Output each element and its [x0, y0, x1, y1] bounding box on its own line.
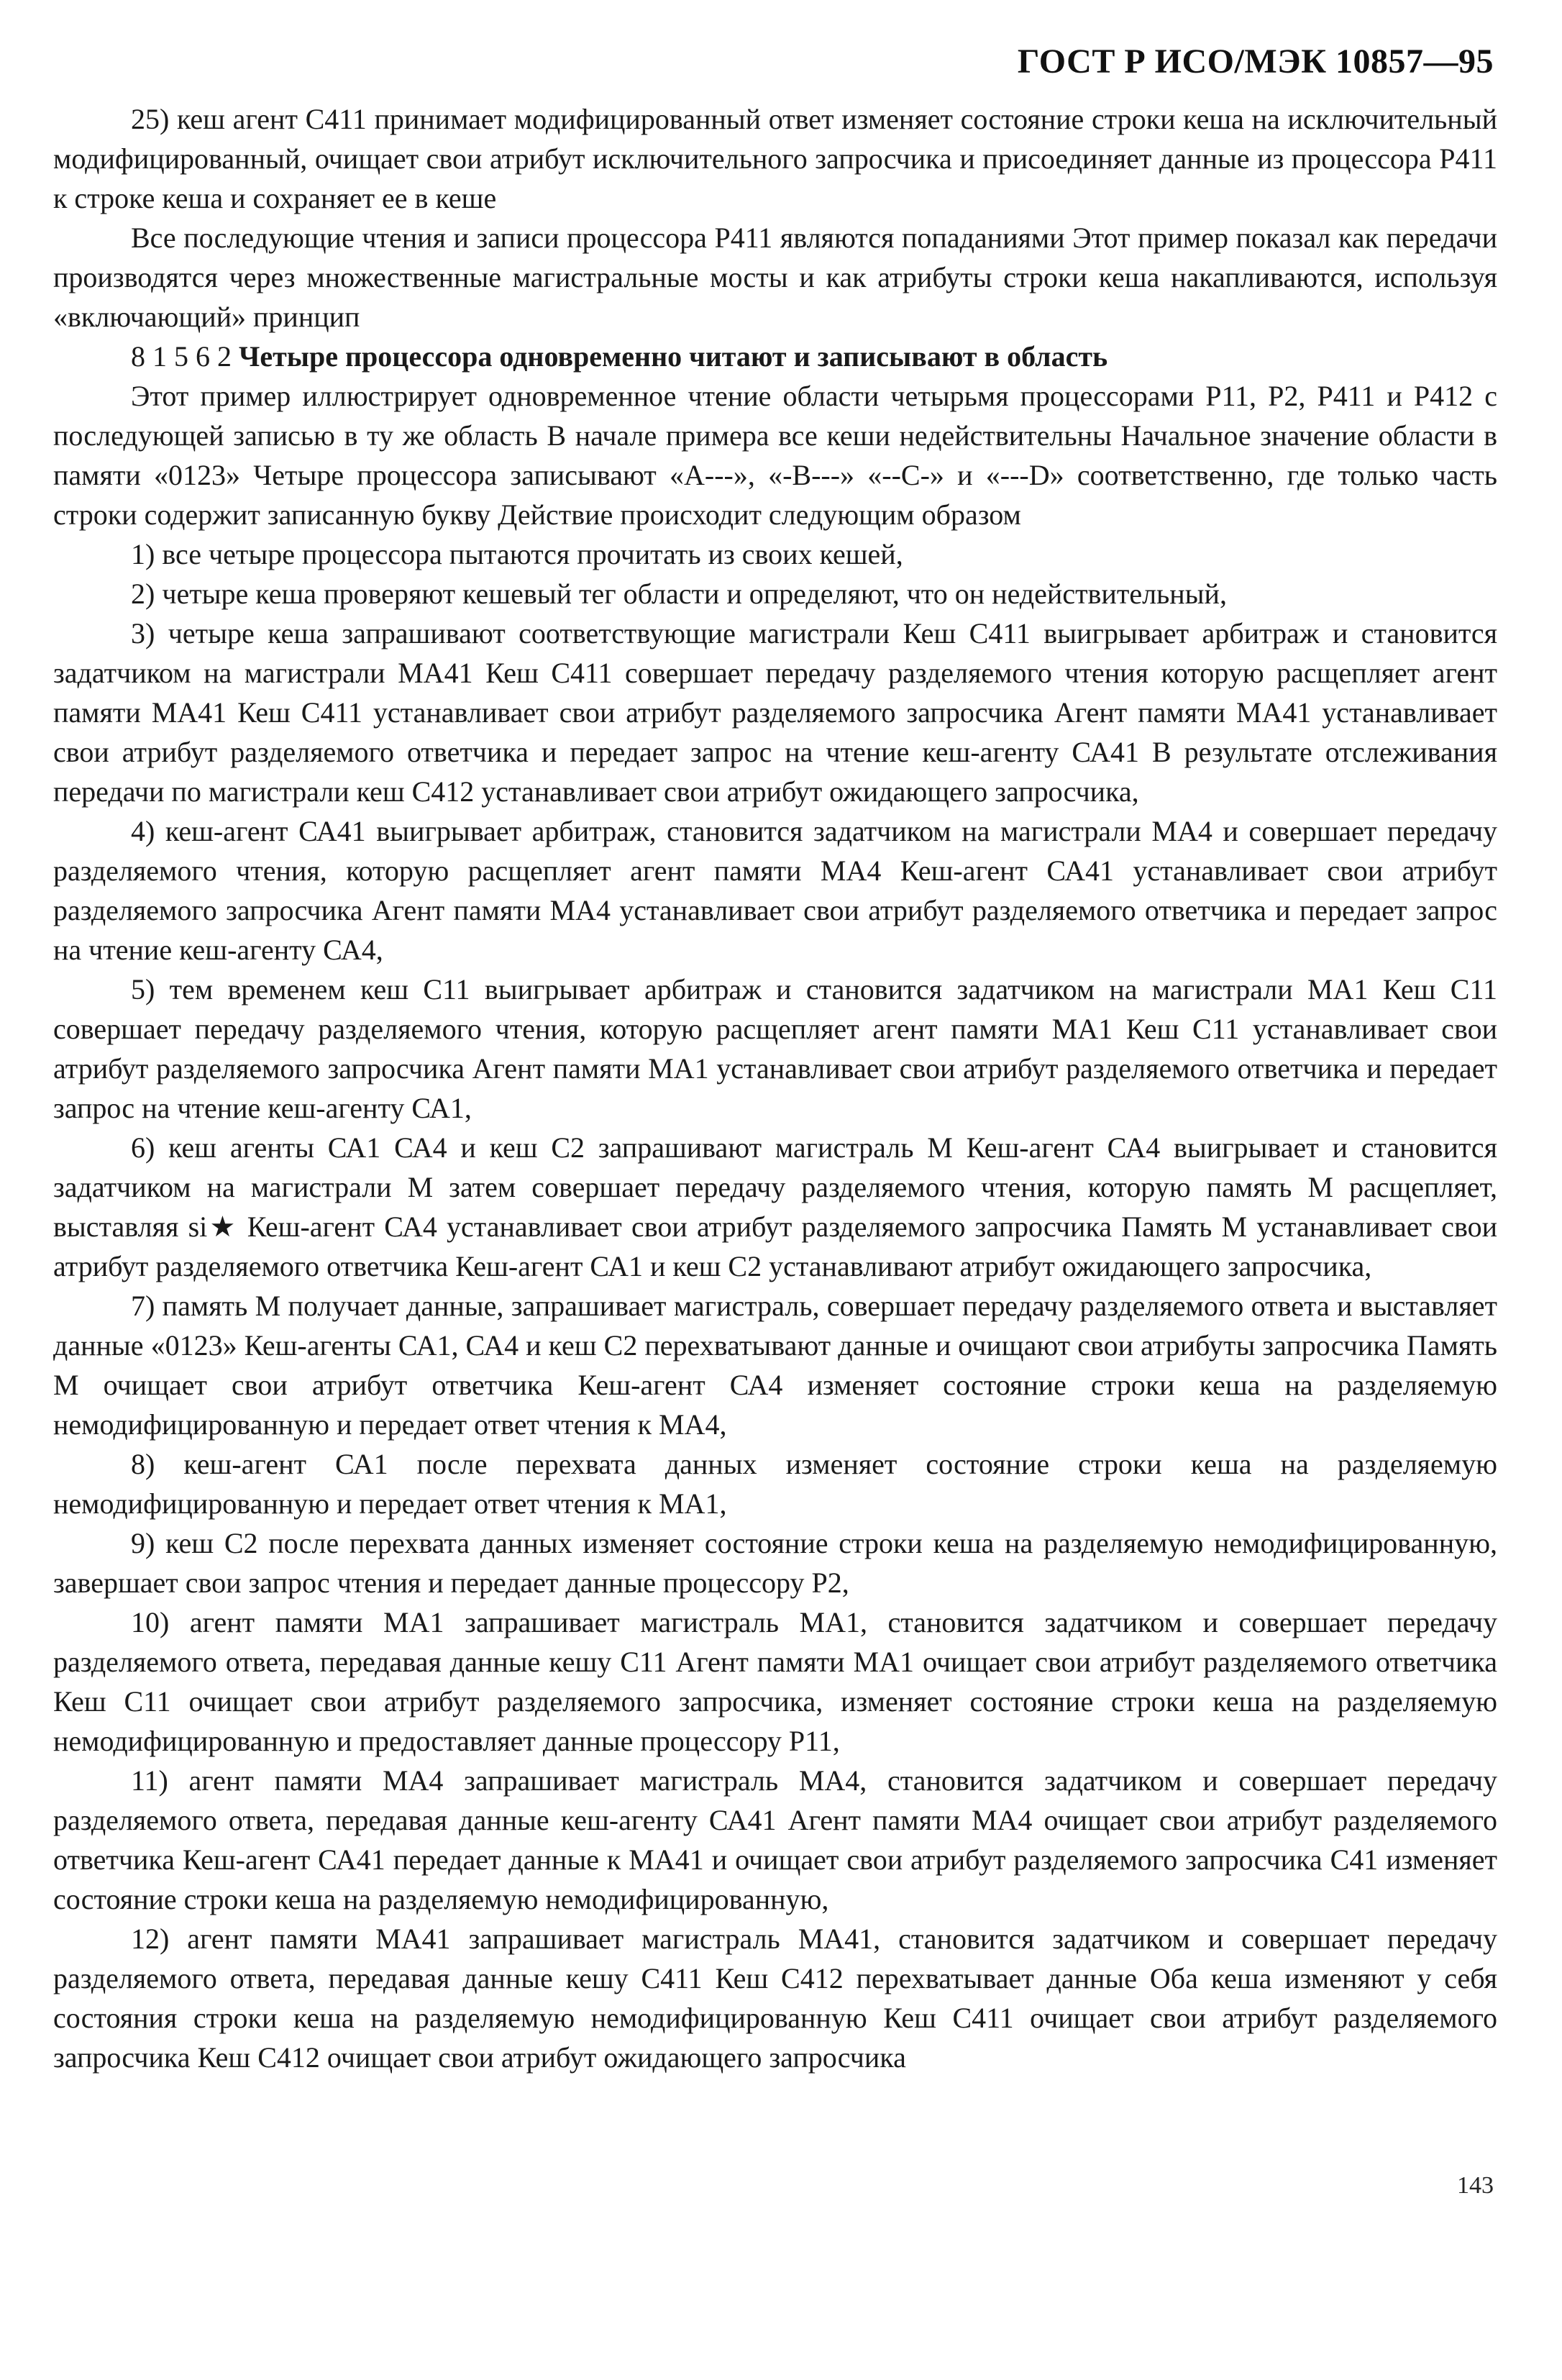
list-item-5: 5) тем временем кеш С11 выигрывает арбитраж и становится задатчиком на магистрали МА1 Кеш С11 совершает передачу разделяемого чтения, которую расщепляет агент памяти МА1 Кеш С11 устанавливает свои атрибут разделяемого запросчика Агент памяти МА1 устанавливает свои атрибут разделяемого ответчика и передает запрос на чтение кеш-агенту СА1, — [53, 973, 1497, 1124]
page-number: 143 — [1457, 2172, 1494, 2199]
list-item-7: 7) память М получает данные, запрашивает магистраль, совершает передачу разделяемого ответа и выставляет данные «0123» Кеш-агенты СА1, СА4 и кеш С2 перехватывают данные и очищают свои атрибуты запросчика Память М очищает свои атрибут ответчика Кеш-агент СА4 изменяет состояние строки кеша на разделяемую немодифицированную и передает ответ чтения к МА4, — [53, 1290, 1497, 1441]
list-item-2: 2) четыре кеша проверяют кешевый тег области и определяют, что он недействительный, — [131, 578, 1227, 610]
list-item-12: 12) агент памяти МА41 запрашивает магистраль МА41, становится задатчиком и совершает передачу разделяемого ответа, передавая данные кешу С411 Кеш С412 перехватывает данные Оба кеша изменяют у себя состояния строки кеша на разделяемую немодифицированную Кеш С411 очищает свои атрибут разделяемого запросчика Кеш С412 очищает свои атрибут ожидающего запросчика — [53, 1923, 1497, 2074]
list-item-9: 9) кеш С2 после перехвата данных изменяет состояние строки кеша на разделяемую немодифицированную, завершает свои запрос чтения и передает данные процессору Р2, — [53, 1527, 1497, 1599]
list-item-8: 8) кеш-агент СА1 после перехвата данных изменяет состояние строки кеша на разделяемую немодифицированную и передает ответ чтения к МА1, — [53, 1448, 1497, 1520]
paragraph-step-25: 25) кеш агент С411 принимает модифицированный ответ изменяет состояние строки кеша на исключительный модифицированный, очищает свои атрибут исключительного запросчика и присоединяет данные из процессора Р411 к строке кеша и сохраняет ее в кеше — [53, 103, 1497, 214]
list-item-4: 4) кеш-агент СА41 выигрывает арбитраж, становится задатчиком на магистрали МА4 и совершает передачу разделяемого чтения, которую расщепляет агент памяти МА4 Кеш-агент СА41 устанавливает свои атрибут разделяемого запросчика Агент памяти МА4 устанавливает свои атрибут разделяемого ответчика и передает запрос на чтение кеш-агенту СА4, — [53, 815, 1497, 966]
paragraph-intro: Этот пример иллюстрирует одновременное чтение области четырьмя процессорами Р11, Р2, Р411 и Р412 с последующей записью в ту же область В начале примера все кеши недействительны Начальное значение области в памяти «0123» Четыре процессора записывают «А---», «-В---» «--С-» и «---D» соответственно, где только часть строки содержит записанную букву Действие происходит следующим образом — [53, 380, 1497, 531]
list-item-1: 1) все четыре процессора пытаются прочитать из своих кешей, — [131, 538, 903, 570]
paragraph-summary: Все последующие чтения и записи процессора Р411 являются попаданиями Этот пример показал как передачи производятся через множественные магистральные мосты и как атрибуты строки кеша накапливаются, используя «включающий» принцип — [53, 222, 1497, 333]
section-title: Четыре процессора одновременно читают и записывают в область — [239, 340, 1108, 373]
document-body — [53, 99, 1497, 2077]
document-header: ГОСТ Р ИСО/МЭК 10857—95 — [1017, 42, 1494, 81]
list-item-11: 11) агент памяти МА4 запрашивает магистраль МА4, становится задатчиком и совершает передачу разделяемого ответа, передавая данные кеш-агенту СА41 Агент памяти МА4 очищает свои атрибут разделяемого ответчика Кеш-агент СА41 передает данные к МА41 и очищает свои атрибут разделяемого запросчика С41 изменяет состояние строки кеша на разделяемую немодифицированную, — [53, 1764, 1497, 1915]
section-heading — [53, 337, 1497, 376]
list-item-6: 6) кеш агенты СА1 СА4 и кеш С2 запрашивают магистраль М Кеш-агент СА4 выигрывает и становится задатчиком на магистрали М затем совершает передачу разделяемого чтения, которую память М расщепляет, выставляя si★ Кеш-агент СА4 устанавливает свои атрибут разделяемого запросчика Память М устанавливает свои атрибут разделяемого ответчика Кеш-агент СА1 и кеш С2 устанавливают атрибут ожидающего запросчика, — [53, 1131, 1497, 1282]
list-item-3: 3) четыре кеша запрашивают соответствующие магистрали Кеш С411 выигрывает арбитраж и становится задатчиком на магистрали МА41 Кеш С411 совершает передачу разделяемого чтения которую расщепляет агент памяти МА41 Кеш С411 устанавливает свои атрибут разделяемого запросчика Агент памяти МА41 устанавливает свои атрибут разделяемого ответчика и передает запрос на чтение кеш-агенту СА41 В результате отслеживания передачи по магистрали кеш С412 устанавливает свои атрибут ожидающего запросчика, — [53, 617, 1497, 808]
section-number: 8 1 5 6 2 — [131, 340, 232, 373]
list-item-10: 10) агент памяти МА1 запрашивает магистраль МА1, становится задатчиком и совершает передачу разделяемого ответа, передавая данные кешу С11 Агент памяти МА1 очищает свои атрибут разделяемого ответчика Кеш С11 очищает свои атрибут разделяемого запросчика, изменяет состояние строки кеша на разделяемую немодифицированную и предоставляет данные процессору Р11, — [53, 1606, 1497, 1757]
